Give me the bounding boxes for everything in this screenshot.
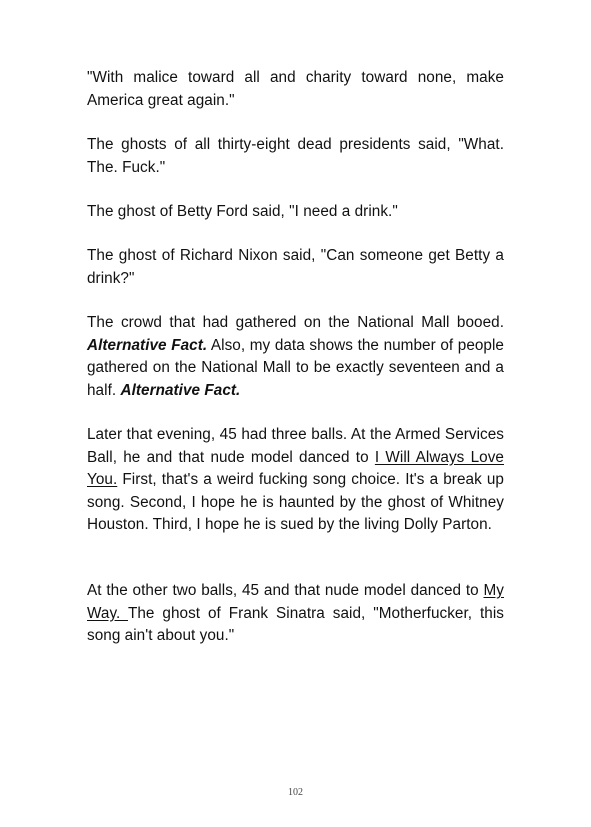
paragraph-4 bbox=[87, 245, 504, 290]
page-number: 102 bbox=[288, 787, 303, 798]
paragraph-text: The ghost of Frank Sinatra said, "Motherfucker, this song ain't about you." bbox=[87, 604, 504, 644]
paragraph-text: The ghosts of all thirty-eight dead presidents said, "What. The. Fuck." bbox=[87, 136, 504, 176]
paragraph-3 bbox=[87, 201, 504, 224]
paragraph-text: At the other two balls, 45 and that nude model danced to bbox=[87, 582, 484, 599]
emphasis-text: Alternative Fact. bbox=[87, 336, 208, 354]
emphasis-text: Alternative Fact. bbox=[120, 381, 241, 399]
song-title: I Will Always Love You. bbox=[87, 448, 504, 488]
paragraph-1 bbox=[87, 67, 504, 112]
paragraph-text: Later that evening, 45 had three balls. At the Armed Services Ball, he and that nude model danced to bbox=[87, 426, 504, 466]
paragraph-5 bbox=[87, 312, 504, 402]
paragraph-text: "With malice toward all and charity toward none, make America great again." bbox=[87, 69, 504, 109]
paragraph-text: The ghost of Betty Ford said, "I need a drink." bbox=[87, 203, 398, 220]
paragraph-text: Also, my data shows the number of people gathered on the National Mall to be exactly seventeen and a half. bbox=[87, 336, 504, 399]
song-title: My Way. bbox=[87, 582, 504, 622]
paragraph-6 bbox=[87, 424, 504, 537]
paragraph-text: The ghost of Richard Nixon said, "Can someone get Betty a drink?" bbox=[87, 247, 504, 287]
paragraph-text: First, that's a weird fucking song choice. It's a break up song. Second, I hope he is haunted by the ghost of Whitney Houston. Third, I hope he is sued by the living Dolly Parton. bbox=[87, 471, 504, 533]
paragraph-2 bbox=[87, 134, 504, 179]
paragraph-text: The crowd that had gathered on the National Mall booed. bbox=[87, 314, 504, 331]
paragraph-7 bbox=[87, 580, 504, 648]
